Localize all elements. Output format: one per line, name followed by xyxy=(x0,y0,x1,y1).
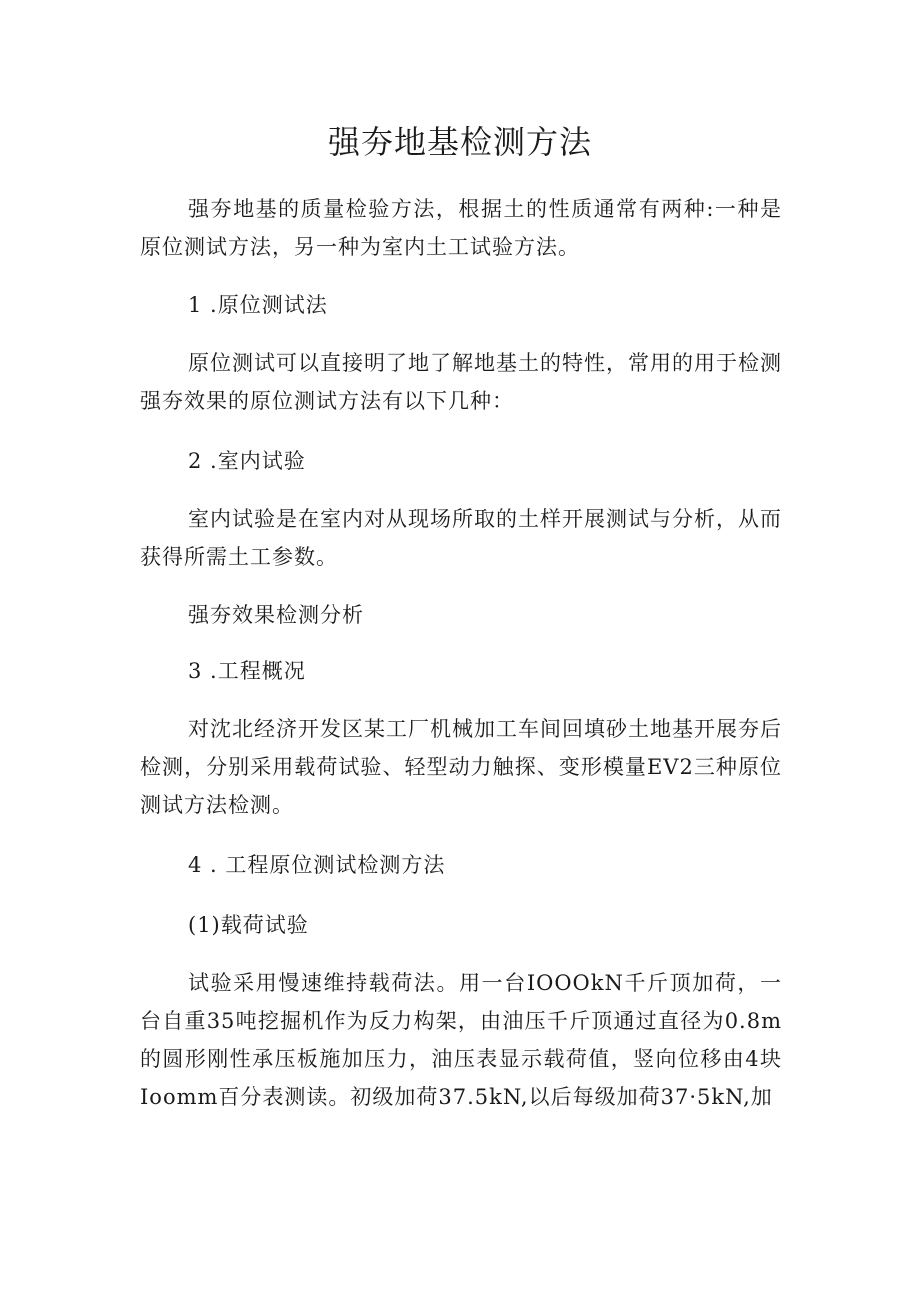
paragraph-load-test: 试验采用慢速维持载荷法。用一台IOOOkN千斤顶加荷，一台自重35吨挖掘机作为反力构架，由油压千斤顶通过直径为0.8m的圆形刚性承压板施加压力，油压表显示载荷值，竖向位移由4块Ioomm百分表测读。初级加荷37.5kN,以后每级加荷37·5kN,加 xyxy=(140,971,782,1109)
paragraph-lab-test: 室内试验是在室内对从现场所取的土样开展测试与分析，从而获得所需土工参数。 xyxy=(140,507,782,569)
section-heading-3: 3 .工程概况 xyxy=(188,659,306,683)
section-heading-1: 1 .原位测试法 xyxy=(188,293,328,317)
subsection-heading-load-test: (1)载荷试验 xyxy=(188,913,309,937)
paragraph-intro: 强夯地基的质量检验方法，根据土的性质通常有两种:一种是原位测试方法，另一种为室内土工试验方法。 xyxy=(140,197,782,259)
paragraph-project-overview: 对沈北经济开发区某工厂机械加工车间回填砂土地基开展夯后检测，分别采用载荷试验、轻型动力触探、变形模量EV2三种原位测试方法检测。 xyxy=(140,717,782,817)
document-title: 强夯地基检测方法 xyxy=(327,123,592,161)
section-heading-4: 4 . 工程原位测试检测方法 xyxy=(188,853,446,877)
section-heading-2: 2 .室内试验 xyxy=(188,449,306,473)
section-heading-analysis: 强夯效果检测分析 xyxy=(188,603,364,627)
paragraph-in-situ: 原位测试可以直接明了地了解地基土的特性，常用的用于检测强夯效果的原位测试方法有以下几种： xyxy=(140,351,782,413)
